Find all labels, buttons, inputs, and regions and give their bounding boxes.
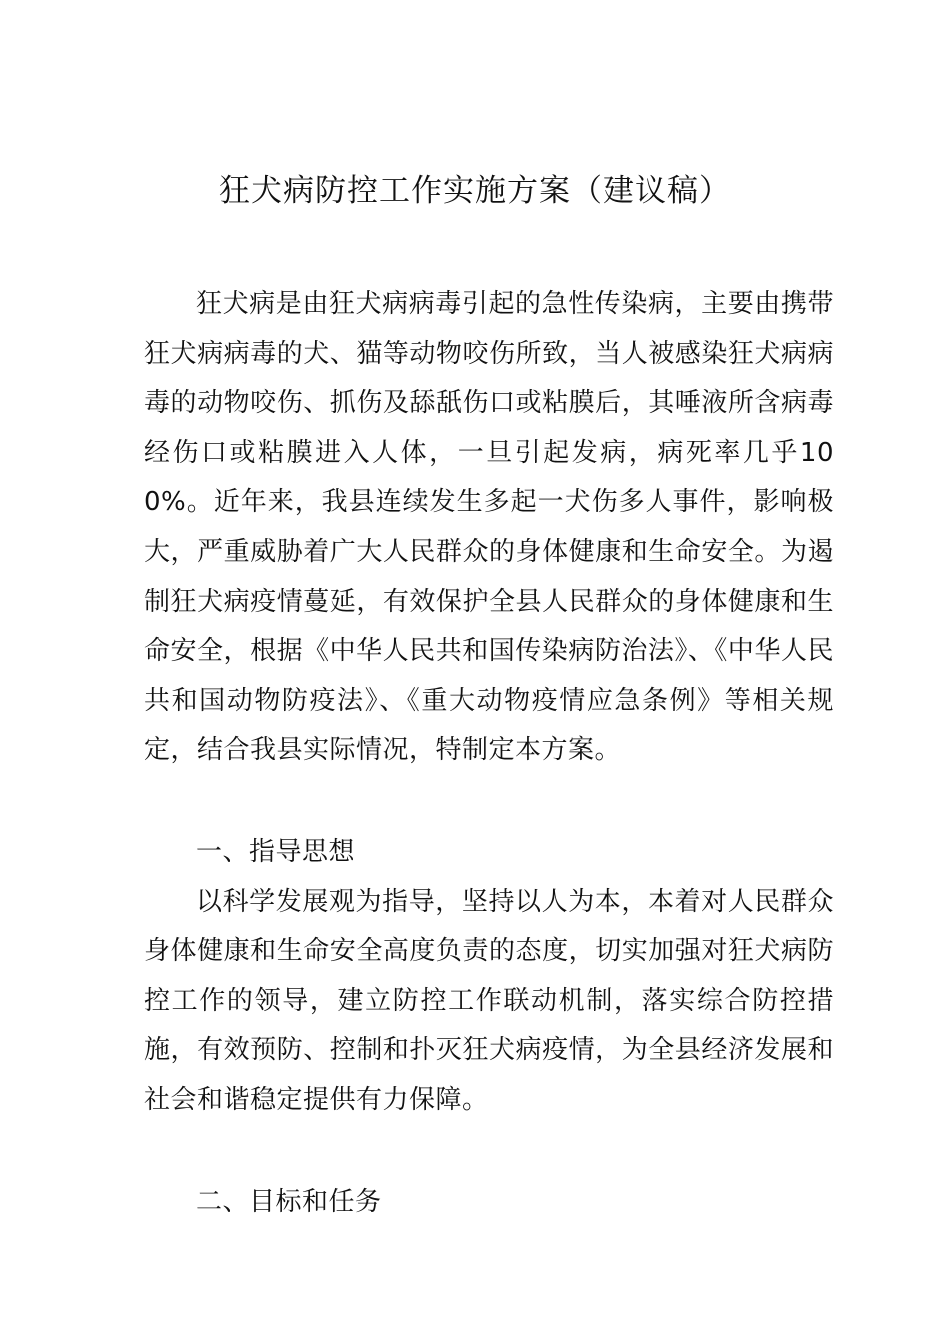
section-paragraph: 以科学发展观为指导，坚持以人为本，本着对人民群众身体健康和生命安全高度负责的态度，切实加强对狂犬病防控工作的领导，建立防控工作联动机制，落实综合防控措施，有效预防、控制和扑灭狂犬病疫情，为全县经济发展和社会和谐稳定提供有力保障。 [144,886,834,1115]
section-heading: 一、指导思想 [196,837,356,867]
intro-paragraph: 狂犬病是由狂犬病病毒引起的急性传染病，主要由携带狂犬病病毒的犬、猫等动物咬伤所致，当人被感染狂犬病病毒的动物咬伤、抓伤及舔舐伤口或粘膜后，其唾液所含病毒经伤口或粘膜进入人体，一旦引起发病，病死率几乎100%。近年来，我县连续发生多起一犬伤多人事件，影响极大，严重威胁着广大人民群众的身体健康和生命安全。为遏制狂犬病疫情蔓延，有效保护全县人民群众的身体健康和生命安全，根据《中华人民共和国传染病防治法》、《中华人民共和国动物防疫法》、《重大动物疫情应急条例》等相关规定，结合我县实际情况，特制定本方案。 [144,289,834,766]
document-title: 狂犬病防控工作实施方案（建议稿） [219,173,731,209]
section-goals-and-tasks [144,1178,834,1228]
section-heading: 二、目标和任务 [196,1187,382,1217]
intro-section [144,280,834,776]
section-guiding-ideology [144,828,834,1126]
